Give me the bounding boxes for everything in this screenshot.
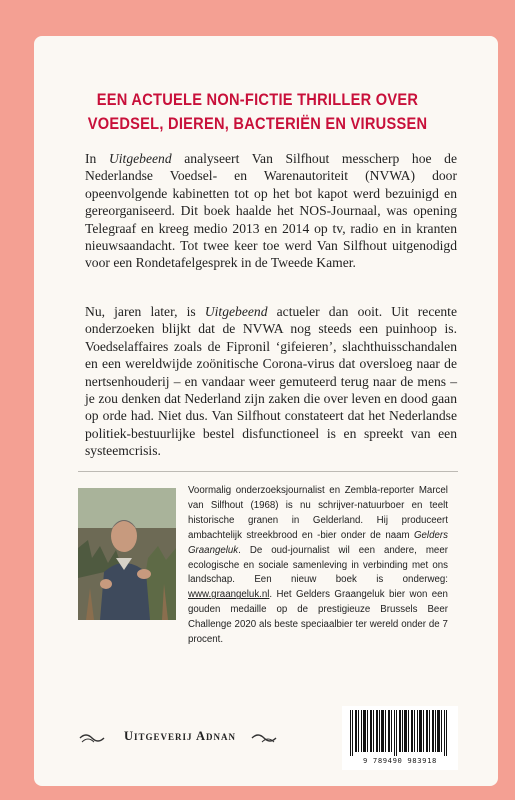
headline-line-2: VOEDSEL, DIEREN, BACTERIËN EN VIRUSSEN [87,114,428,133]
isbn-barcode [342,706,458,770]
website-link[interactable]: www.graangeluk.nl [188,589,270,601]
paragraph-1-lead: In [85,151,109,166]
publisher-logo [78,726,278,750]
paragraph-1-body: analyseert Van Silfhout messcherp hoe de Nederlandse Voedsel- en Warenautoriteit (NVWA) door opeenvolgende kabinetten tot op het bot kapot werd bezuinigd en gereorganiseerd. Dit boek haalde het NOS-Journaal, was opening Telegraaf en kreeg medio 2013 en 2014 op tv, radio en in kranten nieuwsaandacht. Tot twee keer toe werd Van Silfhout uitgenodigd voor een Rondetafelgesprek in de Tweede Kamer. [85,151,457,271]
synopsis-paragraph-1 [85,150,457,272]
paragraph-2-lead: Nu, jaren later, is [85,304,205,319]
author-bio [188,484,448,648]
bio-text-3: . Het Gelders Graangeluk bier won een gouden medaille op de prestigieuze Brussels Beer Challenge 2020 als beste speciaalbier ter wereld onder de 7 procent. [188,589,448,646]
book-title: Uitgebeend [204,304,268,319]
bio-text-2: . De oud-journalist wil een andere, meer ecologische en sociale samenleving in verbinding met ons landschap. Een nieuw boek is onderweg: [188,544,448,586]
book-title: Uitgebeend [108,151,172,166]
publisher-name: Uitgeverij Adnan [123,729,236,743]
section-divider [78,471,458,472]
headline-line-1: EEN ACTUELE NON-FICTIE THRILLER OVER [96,90,419,109]
brand-name: Gelders Graangeluk [188,529,448,556]
barcode-icon [348,710,452,756]
author-photo [78,488,176,620]
paragraph-2-body: actueler dan ooit. Uit recente onderzoeken blijkt dat de NVWA nog steeds een puinhoop is. Voedselaffaires zoals de Fipronil ‘gifeieren’, slachthuisschandalen en een wereldwijde zoönitische Corona-virus dat oversloeg naar de nertsenhouderij – en vandaar weer gemuteerd terug naar de mens – je zou denken dat Nederland zijn zaken die over leven en dood gaan op orde had. Niet dus. Van Silfhout constateert dat het Nederlandse politiek-bestuurlijke bestel disfunctioneel is en spreekt van een systeemcrisis. [85,304,457,459]
bio-text-1: Voormalig onderzoeksjournalist en Zembla-reporter Marcel van Silfhout (1968) is nu schrijver-natuurboer en teelt historische granen in Gelderland. Hij produceert ambachtelijk streekbrood en -bier onder de naam [188,485,448,541]
synopsis-paragraph-2 [85,303,457,460]
isbn-number: 9 789490 983918 [363,756,437,765]
